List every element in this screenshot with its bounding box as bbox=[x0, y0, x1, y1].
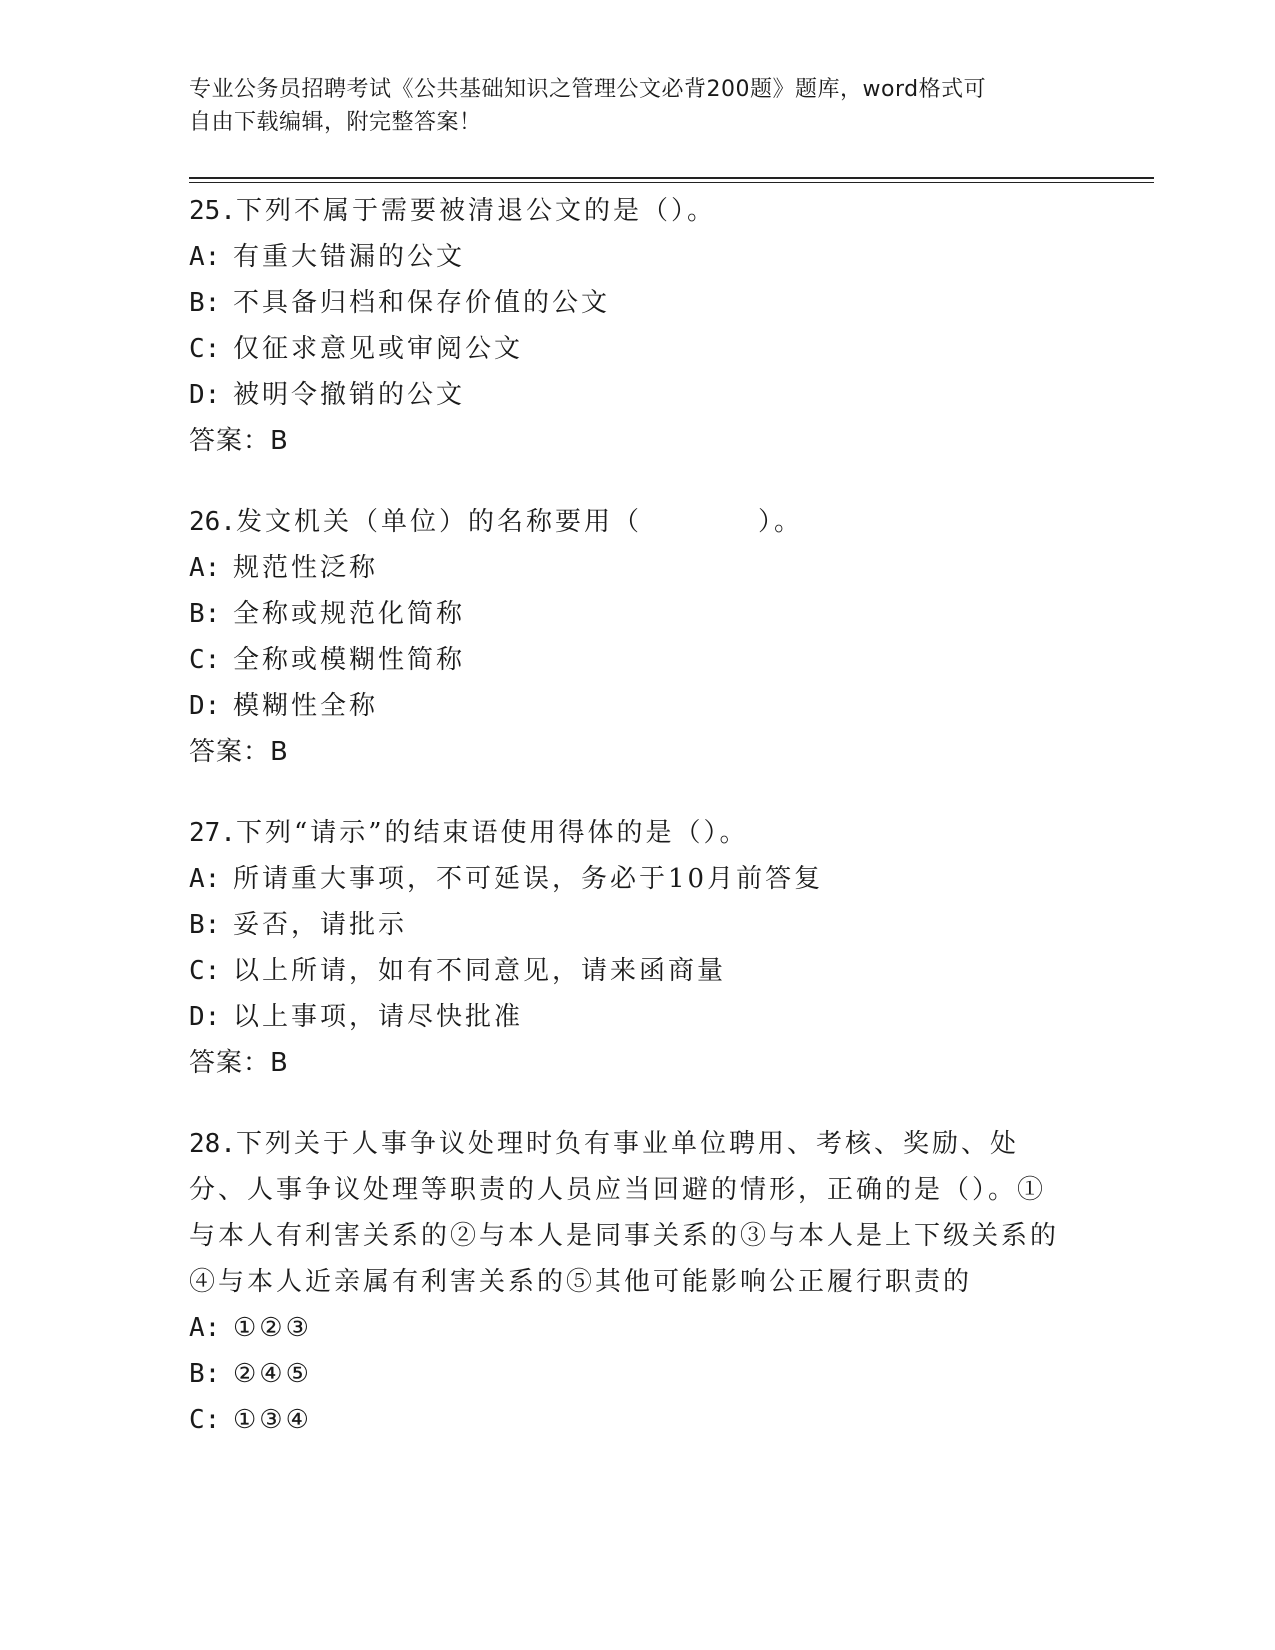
answer-line: 答案：B bbox=[189, 1048, 289, 1078]
option-text: 妥否，请批示 bbox=[233, 910, 408, 940]
option-b bbox=[189, 280, 1069, 326]
option-letter: B: bbox=[189, 910, 221, 940]
option-c bbox=[189, 637, 1069, 683]
option-letter: C: bbox=[189, 334, 221, 364]
option-d bbox=[189, 683, 1069, 729]
option-text: 不具备归档和保存价值的公文 bbox=[233, 288, 611, 318]
option-text: 以上事项，请尽快批准 bbox=[233, 1002, 524, 1032]
option-text: 模糊性全称 bbox=[233, 691, 379, 721]
option-text: 仅征求意见或审阅公文 bbox=[233, 334, 524, 364]
option-letter: B: bbox=[189, 599, 221, 629]
option-letter: A: bbox=[189, 553, 221, 583]
question-25 bbox=[189, 188, 1069, 464]
option-text: 所请重大事项，不可延误，务必于10月前答复 bbox=[233, 864, 824, 894]
question-text bbox=[189, 188, 1069, 234]
option-letter: A: bbox=[189, 1313, 221, 1343]
option-letter: A: bbox=[189, 864, 221, 894]
option-a bbox=[189, 1305, 1069, 1351]
question-text bbox=[189, 1121, 1069, 1305]
option-letter: C: bbox=[189, 1405, 221, 1435]
option-b bbox=[189, 1351, 1069, 1397]
header-title-line-1: 专业公务员招聘考试《公共基础知识之管理公文必背200题》题库，word格式可 bbox=[189, 77, 987, 102]
option-letter: D: bbox=[189, 380, 221, 410]
option-text: ①③④ bbox=[233, 1405, 312, 1435]
option-text: 以上所请，如有不同意见，请来函商量 bbox=[233, 956, 727, 986]
answer-line: 答案：B bbox=[189, 737, 289, 767]
question-28 bbox=[189, 1121, 1069, 1443]
question-number: 25. bbox=[189, 196, 236, 226]
answer-line: 答案：B bbox=[189, 426, 289, 456]
option-text: 全称或模糊性简称 bbox=[233, 645, 466, 675]
option-a bbox=[189, 545, 1069, 591]
header-divider-thick bbox=[189, 177, 1154, 179]
option-letter: A: bbox=[189, 242, 221, 272]
option-text: 全称或规范化简称 bbox=[233, 599, 466, 629]
header-divider-thin bbox=[189, 182, 1154, 183]
option-text: 规范性泛称 bbox=[233, 553, 379, 583]
header-title-line-2: 自由下载编辑，附完整答案！ bbox=[189, 110, 482, 135]
question-stem: 下列“请示”的结束语使用得体的是（）。 bbox=[235, 818, 749, 848]
option-text: ①②③ bbox=[233, 1313, 312, 1343]
question-stem: 下列不属于需要被清退公文的是（）。 bbox=[235, 196, 716, 226]
question-26 bbox=[189, 499, 1069, 775]
question-text bbox=[189, 499, 1069, 545]
question-stem: 发文机关（单位）的名称要用（ ）。 bbox=[235, 507, 803, 537]
option-text: ②④⑤ bbox=[233, 1359, 312, 1389]
option-c bbox=[189, 326, 1069, 372]
question-text bbox=[189, 810, 1069, 856]
question-number: 27. bbox=[189, 818, 236, 848]
option-d bbox=[189, 372, 1069, 418]
question-27 bbox=[189, 810, 1069, 1086]
option-d bbox=[189, 994, 1069, 1040]
option-letter: B: bbox=[189, 288, 221, 318]
option-letter: C: bbox=[189, 956, 221, 986]
document-header bbox=[189, 73, 1089, 139]
option-letter: D: bbox=[189, 1002, 221, 1032]
option-b bbox=[189, 902, 1069, 948]
option-text: 被明令撤销的公文 bbox=[233, 380, 466, 410]
option-letter: B: bbox=[189, 1359, 221, 1389]
option-letter: C: bbox=[189, 645, 221, 675]
question-number: 26. bbox=[189, 507, 236, 537]
option-c bbox=[189, 948, 1069, 994]
option-letter: D: bbox=[189, 691, 221, 721]
question-number: 28. bbox=[189, 1129, 236, 1159]
option-c bbox=[189, 1397, 1069, 1443]
option-text: 有重大错漏的公文 bbox=[233, 242, 466, 272]
question-stem: 下列关于人事争议处理时负有事业单位聘用、考核、奖励、处分、人事争议处理等职责的人员应当回避的情形，正确的是（）。①与本人有利害关系的②与本人是同事关系的③与本人是上下级关系的④与本人近亲属有利害关系的⑤其他可能影响公正履行职责的 bbox=[189, 1129, 1060, 1297]
question-list bbox=[189, 188, 1069, 1478]
option-a bbox=[189, 234, 1069, 280]
option-b bbox=[189, 591, 1069, 637]
option-a bbox=[189, 856, 1069, 902]
